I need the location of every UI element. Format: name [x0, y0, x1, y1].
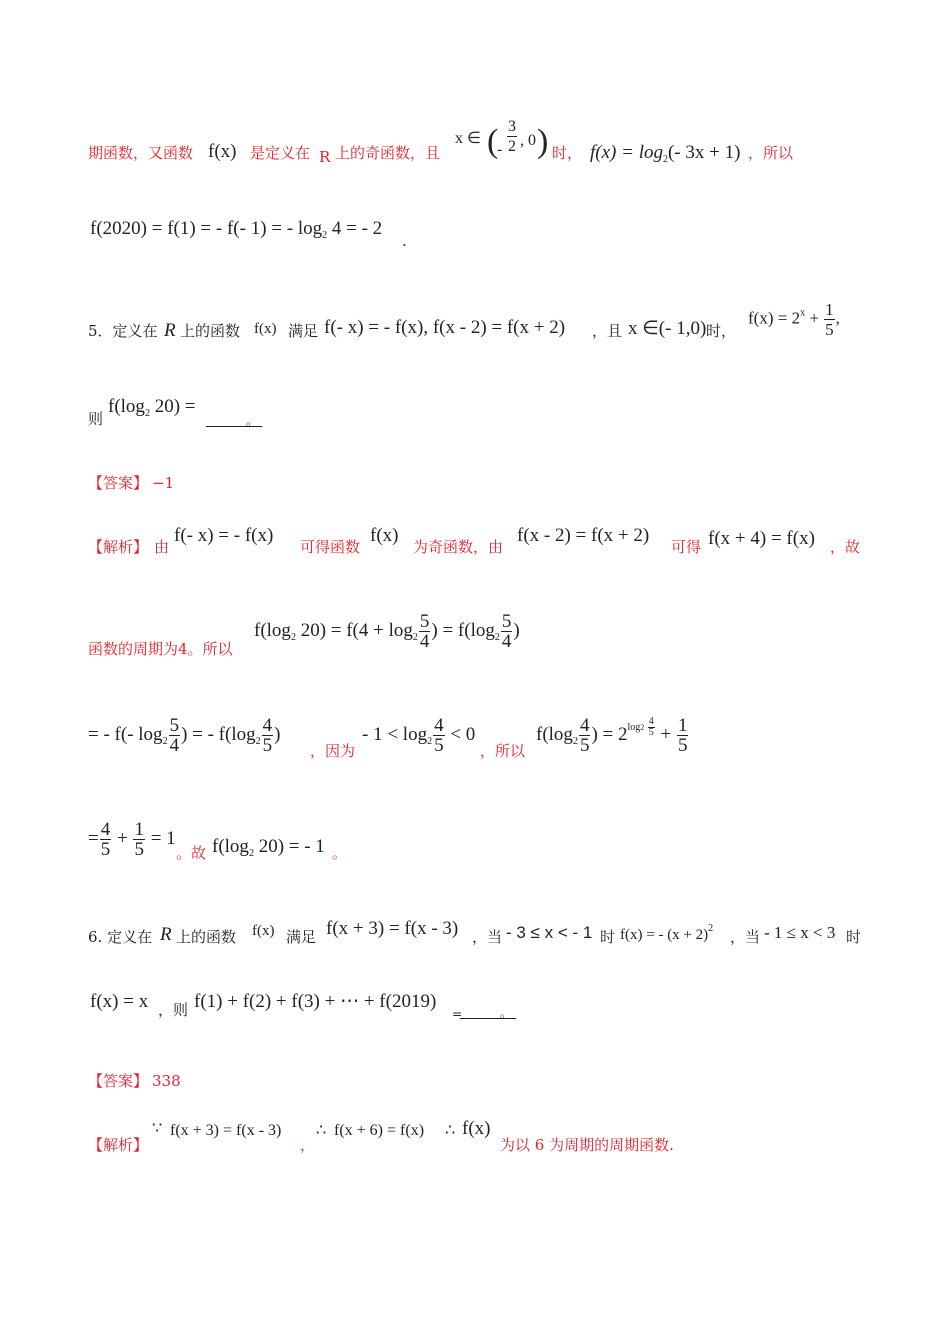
analysis5-t8: 。故: [176, 844, 207, 862]
analysis5-t6: ，因为: [310, 742, 356, 760]
block1-paren-left: (: [487, 123, 499, 160]
analysis5-t9: 。: [332, 844, 348, 862]
q6-text-a: 上的函数: [176, 928, 237, 946]
q5-then: 则: [88, 410, 104, 428]
block1-fx: f(x): [208, 141, 237, 162]
analysis5-final: $f(\log_2$ 20) = - 1: [212, 836, 325, 859]
analysis5-t3: 可得: [671, 538, 702, 556]
analysis6-therefore2: ∴: [445, 1122, 456, 1139]
block1-domain: x ∈: [455, 130, 481, 147]
q6-text-b: 满足: [286, 928, 317, 946]
block1-formula: $f(x) = \log_2(-$ 3x + 1): [590, 142, 741, 165]
analysis5-t2: 为奇函数，由: [413, 538, 504, 556]
analysis5-row4: = $\frac{4}{5}$ + $\frac{1}{5}$ = 1: [88, 819, 176, 860]
block2-formula: f(2020) = f(1) = - f(- 1) = - $\log_2 4$ = - 2: [90, 218, 383, 241]
analysis6-eq1: f(x + 3) = f(x - 3): [170, 1122, 282, 1139]
q5-text-d: 时，: [706, 322, 737, 340]
analysis5-t5: 函数的周期为4。所以: [88, 640, 233, 658]
q6-def1: f(x) = - $(x + 2)^2$: [620, 923, 714, 943]
analysis6-fx: f(x): [462, 1118, 491, 1139]
q5-text-a: 上的函数: [180, 322, 241, 340]
q5-ask: $f(\log_2$ 20) =: [108, 396, 196, 419]
q6-text-c: ，当: [472, 928, 503, 946]
answer5-label: 【答案】: [88, 474, 149, 492]
block1-paren-right: ): [537, 123, 549, 160]
q5-label: 5．定义在: [88, 322, 158, 340]
q6-text-f: 时: [846, 928, 862, 946]
block1-comma-zero: , 0: [520, 132, 536, 149]
block1-text-a: 期函数，又函数: [88, 144, 194, 162]
q5-answer-blank[interactable]: 。: [206, 410, 262, 427]
q6-text-g: ，则: [158, 1001, 189, 1019]
analysis6-eq2: f(x + 6) = f(x): [334, 1122, 425, 1139]
analysis5-row3: = - f(- $\log_2$ $\frac{5}{4}$ ) = - $f(\log_2$ $\frac{4}{5}$ ): [88, 715, 281, 756]
answer6-label: 【答案】: [88, 1072, 149, 1090]
analysis6-text: 为以 6 为周期的周期函数.: [500, 1136, 674, 1154]
analysis5-t4: ，故: [830, 538, 861, 556]
analysis5-you: 由: [154, 538, 170, 556]
q6-label: 6. 定义在: [88, 928, 153, 946]
analysis5-fx: f(x): [370, 525, 399, 546]
q6-text-e: ，当: [730, 928, 761, 946]
q6-text-d: 时: [600, 928, 616, 946]
analysis5-label: 【解析】: [88, 538, 149, 556]
analysis5-eq1: f(- x) = - f(x): [174, 525, 274, 546]
q6-def2: f(x) = x: [90, 991, 149, 1012]
analysis6-comma: ，: [300, 1136, 316, 1154]
answer6-value: 338: [152, 1072, 181, 1090]
block1-text-c: 上的奇函数，且: [335, 144, 441, 162]
q5-text-b: 满足: [288, 322, 319, 340]
q6-range2: - 1 ≤ x < 3: [764, 923, 836, 942]
analysis5-t7: ，所以: [480, 742, 526, 760]
analysis5-t1: 可得函数: [300, 538, 361, 556]
analysis5-ineq: - $1 < \log_2$ $\frac{4}{5}$ < 0: [362, 715, 476, 756]
q6-r: R: [160, 924, 172, 945]
q5-def: $f(x) = 2^x$ + $\frac{1}{5}$ ,: [748, 300, 840, 339]
analysis5-row3-right: $f(\log_2$ $\frac{4}{5}$ ) = $2^{log2 \frac{4}{5}}$ + $\frac{1}{5}$: [536, 715, 688, 756]
analysis5-eq2: f(x - 2) = f(x + 2): [517, 525, 650, 546]
analysis6-because: ∵: [152, 1120, 163, 1137]
q6-answer-blank[interactable]: 。: [460, 1002, 516, 1019]
q6-cond: f(x + 3) = f(x - 3): [326, 918, 459, 939]
analysis6-therefore1: ∴: [316, 1122, 327, 1139]
answer5-value: −1: [152, 474, 175, 492]
q5-cond: f(- x) = - f(x), f(x - 2) = f(x + 2): [324, 317, 566, 338]
block2-period: .: [402, 232, 407, 250]
analysis5-eq3: f(x + 4) = f(x): [708, 528, 815, 549]
analysis5-eq4: $f(\log_2$ $20) = f(4 + \log_2$ $\frac{5}{4}$ ) = $f(\log_2$ $\frac{5}{4}$ ): [254, 611, 520, 652]
q6-range1: - 3 ≤ x < - 1: [506, 923, 593, 942]
q5-text-c: ，且: [592, 322, 623, 340]
q6-eq-small: =: [452, 1007, 463, 1021]
block1-r: R: [319, 148, 331, 166]
q5-range: x ∈(- 1,0): [628, 318, 707, 339]
block1-text-b: 是定义在: [250, 144, 311, 162]
q5-r: R: [164, 320, 176, 341]
q6-sum: f(1) + f(2) + f(3) + ⋯ + f(2019): [194, 991, 437, 1012]
block1-text-e: ，所以: [748, 144, 794, 162]
q6-fx: f(x): [252, 923, 275, 939]
q5-fx: f(x): [254, 321, 277, 337]
block1-minus: -: [497, 141, 503, 158]
block1-frac: $\frac{3}{2}$: [508, 118, 516, 155]
analysis6-label: 【解析】: [88, 1136, 149, 1154]
block1-text-d: 时，: [552, 144, 583, 162]
